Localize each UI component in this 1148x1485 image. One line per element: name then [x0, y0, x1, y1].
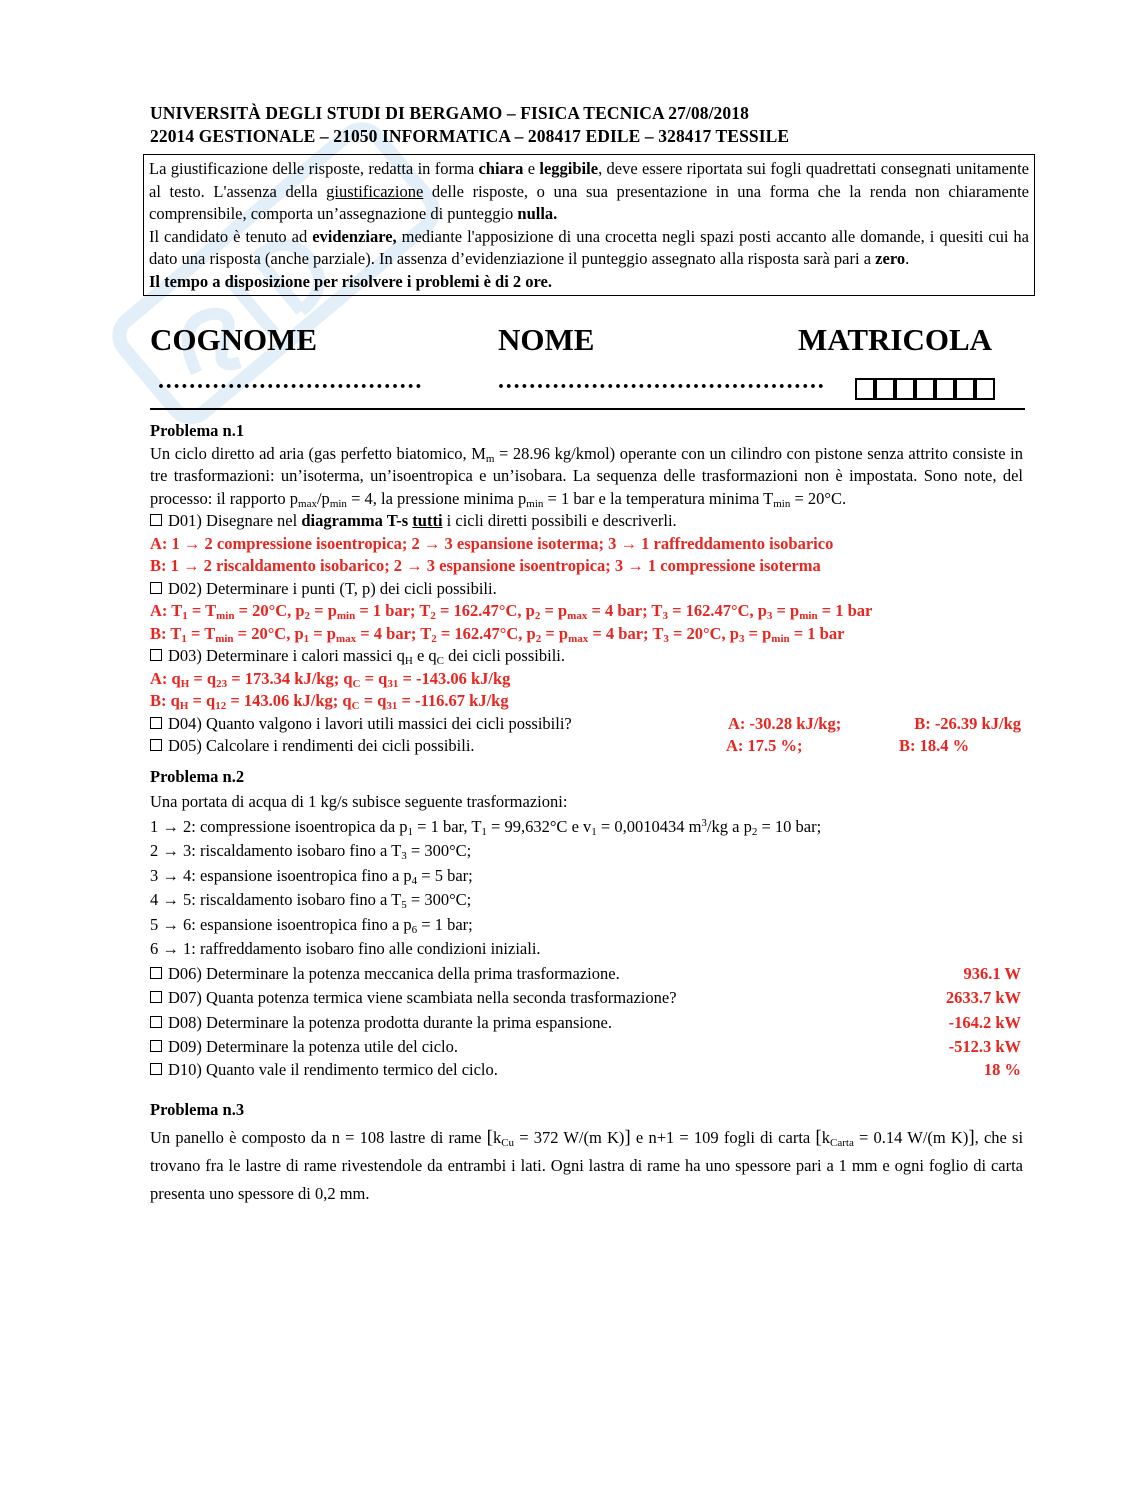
header-line-1: UNIVERSITÀ DEGLI STUDI DI BERGAMO – FISICA TECNICA 27/08/2018: [150, 103, 749, 123]
step-3-4: 3 → 4: espansione isoentropica fino a $p_4 = 5$ bar;: [150, 865, 473, 887]
step-5-6: 5 → 6: espansione isoentropica fino a $p_6 = 1$ bar;: [150, 914, 473, 936]
matricola-box[interactable]: [915, 378, 935, 400]
step-1-2: 1 → 2: compressione isoentropica da $p_1 = 1$ bar, $T_1 = 99,632^\circ C$ e $v_1 = 0,0010434$ $m^3/kg$ a $p_2 = 10$ bar;: [150, 816, 822, 838]
matricola-box[interactable]: [875, 378, 895, 400]
answer-d03-a: A: $q_H = q_{23} = 173.34$ kJ/kg; $q_C = q_{31} = -143.06$ kJ/kg: [150, 668, 511, 690]
answer-d08: -164.2 kW: [948, 1012, 1021, 1032]
answer-d05-a: A: 17.5 %;: [726, 736, 803, 755]
answer-d07: 2633.7 kW: [945, 988, 1021, 1007]
problem-2-intro: Una portata di acqua di 1 kg/s subisce seguente trasformazioni:: [150, 792, 568, 811]
answer-d01-b: B: 1 → 2 riscaldamento isobarico; 2 → 3 espansione isoentropica; 3 → 1 compressione isoterma: [150, 556, 821, 575]
student-id-fields: [150, 368, 1025, 410]
question-d08: D08) Determinare la potenza prodotta durante la prima espansione. -164.2 kW: [150, 1012, 1023, 1035]
matricola-box[interactable]: [895, 378, 915, 400]
question-d01: D01) Disegnare nel diagramma T-s tutti i cicli diretti possibili e descriverli.: [150, 510, 1023, 533]
answer-d02-a: A: $T_1 = T_{min} = 20^\circ C$, $p_2 = p_{min} = 1$ bar; $T_2 = 162.47^\circ C$, $p_2 = p_{max} = 4$ bar; $T_3 = 162.47^\circ C$, $p_3 = p_{min} = 1$ bar: [150, 601, 873, 622]
answer-d04-b: B: -26.39 kJ/kg: [914, 713, 1021, 733]
matricola-box[interactable]: [935, 378, 955, 400]
matricola-label: MATRICOLA: [798, 322, 993, 357]
answer-d10: 18 %: [983, 1059, 1021, 1079]
step-6-1: 6 → 1: raffreddamento isobaro fino alle condizioni iniziali.: [150, 939, 541, 958]
problem-1-title: Problema n.1: [150, 421, 245, 440]
step-2-3: 2 → 3: riscaldamento isobaro fino a $T_3 = 300^\circ C$;: [150, 841, 472, 862]
checkbox[interactable]: [150, 1063, 162, 1075]
question-d09: D09) Determinare la potenza utile del ciclo. -512.3 kW: [150, 1036, 1023, 1059]
instructions-paragraph-3: Il tempo a disposizione per risolvere i problemi è di 2 ore.: [149, 271, 553, 291]
problem-3-title: Problema n.3: [150, 1100, 245, 1119]
checkbox[interactable]: [150, 514, 162, 526]
checkbox[interactable]: [150, 1040, 162, 1052]
nome-label: NOME: [498, 322, 595, 357]
checkbox[interactable]: [150, 717, 162, 729]
cognome-label: COGNOME: [150, 322, 318, 357]
checkbox[interactable]: [150, 967, 162, 979]
problem-3-text: Un panello è composto da n = 108 lastre di rame [$k_{Cu} = 372$ W/(m K)] e n+1 = 109 fogli di carta [$k_{Carta} = 0.14$ W/(m K)], che si trovano fra le lastre di rame rivestendole da entrambi i lati. Ogni lastra di rame ha uno spessore pari a 1 mm e ogni foglio di carta presenta uno spessore di 0,2 mm.: [150, 1126, 1024, 1203]
answer-d06: 936.1 W: [963, 963, 1021, 983]
instructions-paragraph-1: La giustificazione delle risposte, redatta in forma chiara e leggibile, deve essere riportata sui fogli quadrettati consegnati unitamente al testo. L'assenza della giustificazione delle risposte, o una sua presentazione in una forma che la renda non chiaramente comprensibile, comporta un’assegnazione di punteggio nulla.: [149, 159, 1030, 223]
answer-d02-b: B: $T_1 = T_{min} = 20^\circ C$, $p_1 = p_{max} = 4$ bar; $T_2 = 162.47^\circ C$, $p_2 = p_{max} = 4$ bar; $T_3 = 20^\circ C$, $p_3 = p_{min} = 1$ bar: [150, 623, 845, 645]
question-d05: D05) Calcolare i rendimenti dei cicli possibili. A: 17.5 %; B: 18.4 %: [150, 735, 1023, 758]
cognome-field[interactable]: ..................................: [158, 368, 424, 394]
header-line-2: 22014 GESTIONALE – 21050 INFORMATICA – 208417 EDILE – 328417 TESSILE: [150, 126, 790, 146]
question-d06: D06) Determinare la potenza meccanica della prima trasformazione. 936.1 W: [150, 963, 1023, 986]
checkbox[interactable]: [150, 582, 162, 594]
question-d03: D03) Determinare i calori massici $q_H$ e $q_C$ dei cicli possibili.: [150, 645, 1023, 668]
answer-d03-b: B: $q_H = q_{12} = 143.06$ kJ/kg; $q_C = q_{31} = -116.67$ kJ/kg: [150, 691, 509, 712]
checkbox[interactable]: [150, 649, 162, 661]
checkbox[interactable]: [150, 991, 162, 1003]
question-d10: D10) Quanto vale il rendimento termico del ciclo. 18 %: [150, 1059, 1023, 1082]
answer-d04-a: A: -30.28 kJ/kg;: [728, 713, 842, 733]
exam-header: [150, 102, 789, 148]
problems: [150, 420, 1023, 1208]
student-id-labels: [150, 322, 1025, 366]
nome-field[interactable]: ..........................................: [498, 368, 826, 394]
question-d07: D07) Quanta potenza termica viene scambiata nella seconda trasformazione? 2633.7 kW: [150, 987, 1023, 1010]
question-d02: D02) Determinare i punti (T, p) dei cicli possibili.: [150, 578, 1023, 601]
matricola-box[interactable]: [975, 378, 995, 400]
answer-d01-a: A: 1 → 2 compressione isoentropica; 2 → 3 espansione isoterma; 3 → 1 raffreddamento isobarico: [150, 533, 834, 553]
answer-d09: -512.3 kW: [948, 1037, 1021, 1056]
step-4-5: 4 → 5: riscaldamento isobaro fino a $T_5 = 300^\circ C$;: [150, 890, 472, 911]
problem-1-text: Un ciclo diretto ad aria (gas perfetto biatomico, $M_m = 28.96$ kg/kmol) operante con un cilindro con pistone senza attrito consiste in tre trasformazioni: un’isoterma, un’isoentropica e un’isobara. La sequenza delle trasformazioni non è impostata. Sono note, del processo: il rapporto $p_{max}/p_{min} = 4$, la pressione minima $p_{min} = 1$ bar e la temperatura minima $T_{min} = 20^\circ C$.: [150, 443, 1023, 510]
checkbox[interactable]: [150, 1016, 162, 1028]
question-d04: D04) Quanto valgono i lavori utili massici dei cicli possibili? A: -30.28 kJ/kg; B: -26.39 kJ/kg: [150, 713, 1023, 736]
matricola-box[interactable]: [855, 378, 875, 400]
instructions-box: [143, 154, 1035, 296]
problem-2-title: Problema n.2: [150, 766, 245, 786]
instructions-paragraph-2: Il candidato è tenuto ad evidenziare, mediante l'apposizione di una crocetta negli spazi posti accanto alle domande, i quesiti cui ha dato una risposta (anche parziale). In assenza d’evidenziazione il punteggio assegnato alla risposta sarà pari a zero.: [149, 226, 1029, 268]
matricola-box[interactable]: [955, 378, 975, 400]
answer-d05-b: B: 18.4 %: [899, 736, 970, 755]
checkbox[interactable]: [150, 739, 162, 751]
